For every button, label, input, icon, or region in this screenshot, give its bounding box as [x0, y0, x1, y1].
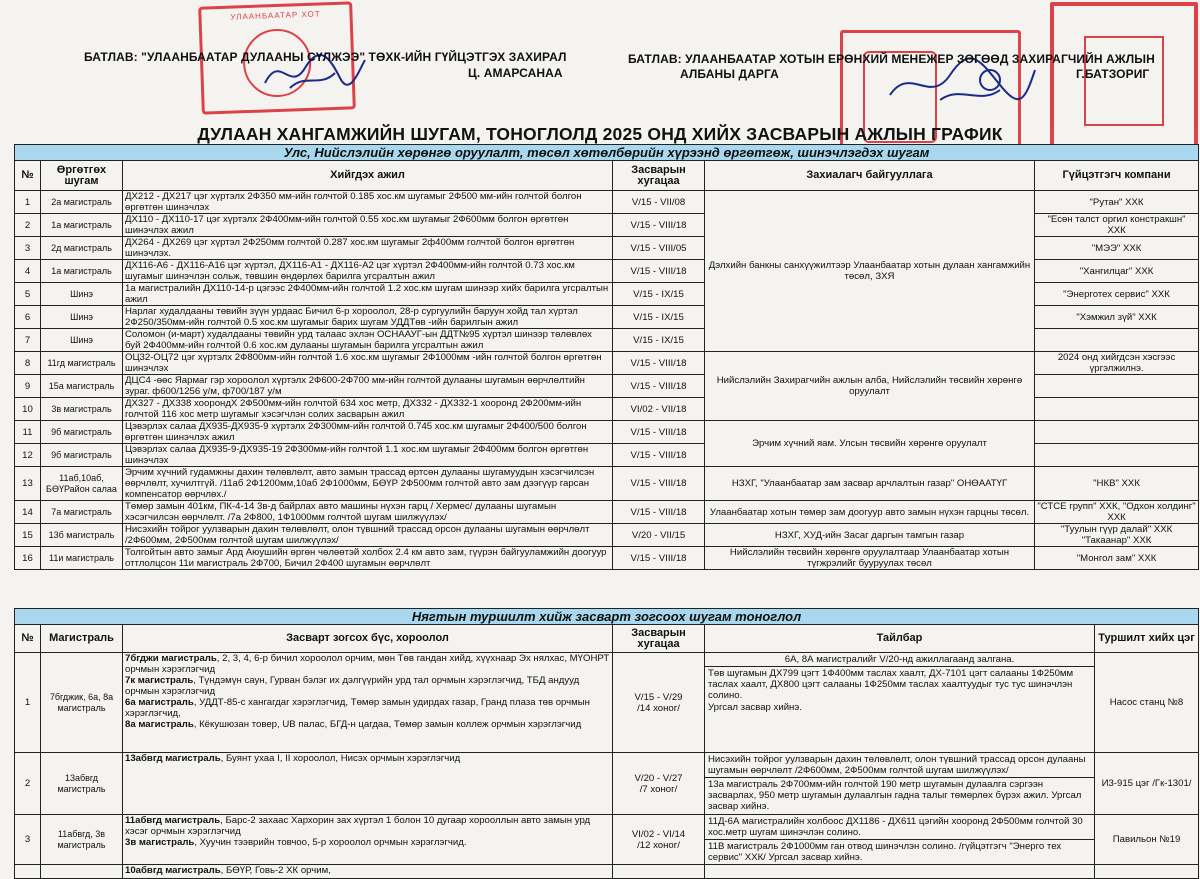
- repair-period: V/15 - VIII/18: [613, 421, 705, 444]
- approval-right-label2-wrap: [680, 67, 779, 82]
- contractor-company: "Монгол зам" ХХК: [1035, 547, 1199, 570]
- zone-line: [125, 675, 610, 697]
- section2-banner: Нягтын туршилт хийж засварт зогсоох шугам тоноглол: [15, 609, 1199, 625]
- document-title: ДУЛААН ХАНГАМЖИЙН ШУГАМ, ТОНОГЛОЛД 2025 ОНД ХИЙХ ЗАСВАРЫН АЖЛЫН ГРАФИК: [197, 124, 1003, 144]
- approval-right-name-wrap: [1076, 67, 1149, 82]
- line-name: 11гд магистраль: [41, 352, 123, 375]
- repair-period: V/15 - VIII/18: [613, 444, 705, 467]
- zone-line: [125, 697, 610, 719]
- repair-period: V/15 - VIII/18: [613, 260, 705, 283]
- contractor-company: "СТСЕ групп" ХХК, "Одхон холдинг" ХХК: [1035, 501, 1199, 524]
- table-row: [15, 501, 1199, 524]
- header-client: Захиалагч байгууллага: [705, 161, 1035, 191]
- row-number: 7: [15, 329, 41, 352]
- zone-line: [125, 753, 610, 764]
- period-range: V/20 - V/27: [634, 772, 683, 784]
- header-test-point: Туршилт хийх цэг: [1095, 625, 1199, 653]
- work-description: ДХ264 - ДХ269 цэг хүртэл 2Ф250мм голчтой 0.287 хос.км шугамыг 2ф400мм голчтой болгон өргөтгөн шинэчлэх.: [123, 237, 613, 260]
- work-description: Соломон (и-март) худалдааны төвийн урд талаас эхлэн ОСНААУГ-ын ДДТ№95 хүртэл шинээр төлөвлөх буй 2Ф400мм-ийн голчтой 0.6 хос.км дулааны шугамын барилга угсралтын ажил: [123, 329, 613, 352]
- period-days: /12 хоног/: [637, 839, 680, 851]
- header-work: Хийгдэх ажил: [123, 161, 613, 191]
- header-no: №: [15, 161, 41, 191]
- zone-line: [125, 865, 610, 876]
- contractor-company: "Хангилцаг" ХХК: [1035, 260, 1199, 283]
- stop-zones: [123, 865, 613, 879]
- zone-line: [125, 815, 610, 837]
- repair-period: V/15 - IX/15: [613, 306, 705, 329]
- client-organization: Дэлхийн банкны санхүүжилтээр Улаанбаатар хотын дулаан хангамжийн төсөл, ЗХЯ: [705, 191, 1035, 352]
- zone-line-text: , Барс-2 захаас Хархорин зах хүртэл 1 болон 10 дугаар хорооллын авто замын урд хэсэг орчмын хэрэглэгчид: [125, 815, 591, 837]
- zone-line-text: , Кёкушюзан товер, UB палас, БГД-н цагдаа, Төмөр замын коллеж орчмын хэрэглэгчид: [193, 719, 582, 730]
- client-organization: Улаанбаатар хотын төмөр зам доогуур авто замын нүхэн гарцны төсөл.: [705, 501, 1035, 524]
- line-name: 3в магистраль: [41, 398, 123, 421]
- repair-period: [613, 865, 705, 879]
- approval-left-name: Ц. АМАРСАНАА: [468, 66, 563, 80]
- note-line: Нисэхийн тойрог уулзварын дахин төлөвлөлт, олон түвшний трассад орсон дулааны шугамын өөрчлөлт /2Ф600мм, 2Ф500мм голчтой шугам шилжүүлэх/: [705, 753, 1094, 778]
- work-description: ДХ116-А6 - ДХ116-А16 цэг хүртэл, ДХ116-А1 - ДХ116-А2 цэг хүртэл 2Ф400мм-ийн голчтой 0.73 хос.км шугамыг шинэчлэн сольж, төвшин өндөрлөх барилга угсралтын ажил: [123, 260, 613, 283]
- work-description: Нарлаг худалдааны төвийн зүүн урдаас Бичил 6-р хороолол, 28-р сургуулийн баруун хойд тал хүртэл 2Ф250/350мм-ийн голчтой 0.5 хос.км шугамыг барих шугам УДДТөв -ийн барилгын ажил: [123, 306, 613, 329]
- section2-banner-row: [15, 609, 1199, 625]
- header-zones: Засварт зогсох бүс, хороолол: [123, 625, 613, 653]
- note: [705, 815, 1095, 865]
- zone-line-title: 7к магистраль: [125, 675, 194, 686]
- stop-zones: [123, 815, 613, 865]
- repair-period: [613, 653, 705, 753]
- contractor-company: [1035, 329, 1199, 352]
- section1-header-row: [15, 161, 1199, 191]
- work-description: Нисэхийн тойрог уулзварын дахин төлөвлөлт, олон түвшний трассад орсон дулааны шугамын өөрчлөлт /2Ф600мм, 2Ф500мм голчтой шугам шилжүүлэх/: [123, 524, 613, 547]
- line-name: 11аб,10аб, БӨҮРайон салаа: [41, 467, 123, 501]
- approval-right-label: БАТЛАВ: УЛААНБААТАР ХОТЫН ЕРӨНХИЙ МЕНЕЖЕР ЗӨГӨӨД ЗАХИРАГЧИЙН АЖЛЫН: [628, 52, 1155, 66]
- zone-line-text: , 2, 3, 4, 6-р бичил хороолол орчим, мөн Төв гандан хийд, хүүхнаар Эх нялхас, МҮОНРТ орчмын хэрэглэгчид: [125, 653, 610, 675]
- zone-line-text: , Буянт ухаа I, II хороолол, Нисэх орчмын хэрэглэгчид: [220, 753, 461, 764]
- zone-line-text: , УДДТ-85-с хангагдаг хэрэглэгчид, Төмөр замын удирдах газар, Гранд плаза төв орчмын хэрэглэгчид,: [125, 697, 590, 719]
- period-days: /14 хоног/: [637, 702, 680, 714]
- zone-line-title: 7бгджи магистраль: [125, 653, 217, 664]
- repair-period: V/15 - IX/15: [613, 329, 705, 352]
- row-number: [15, 865, 41, 879]
- contractor-company: [1035, 444, 1199, 467]
- work-description: Төмөр замын 401км, ПК-4-14 3в-д байрлах авто машины нүхэн гарц / Хермес/ дулааны шугамын хэсэгчилсэн өөрчлөлт. /7а 2Ф800, 1Ф1000мм голчтой шугам шилжүүлэх/: [123, 501, 613, 524]
- test-point: [1095, 865, 1199, 879]
- contractor-company: "Энерготех сервис" ХХК: [1035, 283, 1199, 306]
- line-name: [41, 865, 123, 879]
- work-description: ОЦ32-ОЦ72 цэг хүртэлх 2Ф800мм-ийн голчтой 1.6 хос.км шугамыг 2Ф1000мм -ийн голчтой болгон өргөтгөн шинэчлэх: [123, 352, 613, 375]
- section2-table: [14, 608, 1199, 879]
- approval-right-name: Г.БАТЗОРИГ: [1076, 67, 1150, 81]
- table-row: [15, 191, 1199, 214]
- test-point: И3-915 цэг /Гк-1301/: [1095, 753, 1199, 815]
- note-line: 11В магистраль 2Ф1000мм ган отвод шинэчлэн солино. /гүйцэтгэгч "Энерго тех сервис" ХХК/ Ургсал засвар хийнэ.: [708, 841, 1062, 863]
- line-name: 1а магистраль: [41, 260, 123, 283]
- stop-zones: [123, 653, 613, 753]
- row-number: 6: [15, 306, 41, 329]
- zone-line-title: 11абвгд магистраль: [125, 815, 221, 826]
- line-name: 1а магистраль: [41, 214, 123, 237]
- note-line: Төв шугамын ДХ799 цэгт 1Ф400мм таслах хаалт, ДХ-7101 цэгт салааны 1Ф250мм таслах хаалт, ДХ800 цэгт салааны 1Ф250мм таслах хаалтуудыг тус тус шинэчлэн солино.: [708, 668, 1074, 701]
- header-period: Засварын хугацаа: [613, 625, 705, 653]
- header-contractor: Гүйцэтгэгч компани: [1035, 161, 1199, 191]
- approval-right: [628, 52, 1155, 67]
- table-row: [15, 524, 1199, 547]
- work-description: ДХ110 - ДХ110-17 цэг хүртэлх 2Ф400мм-ийн голчтой 0.55 хос.км шугамыг 2Ф600мм болгон өргөтгөн шинэчлэх ажил: [123, 214, 613, 237]
- table-row: [15, 865, 1199, 879]
- line-name: 9б магистраль: [41, 444, 123, 467]
- line-name: 11и магистраль: [41, 547, 123, 570]
- stamp-text: УЛААНБААТАР ХОТ: [230, 9, 321, 22]
- table-row: [15, 653, 1199, 753]
- repair-period: V/15 - VIII/18: [613, 501, 705, 524]
- header-line: Магистраль: [41, 625, 123, 653]
- contractor-company: "НКВ" ХХК: [1035, 467, 1199, 501]
- repair-period: [613, 753, 705, 815]
- line-name: Шинэ: [41, 283, 123, 306]
- section1-table: [14, 144, 1199, 570]
- work-description: Эрчим хүчний гудамжны дахин төлөвлөлт, авто замын трассад өртсөн дулааны шугамуудын хэсэгчилсэн өөрчлөлт, хучилтгүй. /11аб 2Ф1200мм,10аб 2Ф1000мм, БӨҮР 2Ф500мм голчтой авто зам дээгүүр гарсан компенсатор өөрчлөх./: [123, 467, 613, 501]
- zone-line: [125, 837, 610, 848]
- row-number: 9: [15, 375, 41, 398]
- line-name: Шинэ: [41, 329, 123, 352]
- repair-period: V/15 - VIII/18: [613, 375, 705, 398]
- zone-line-text: , Түндэмүн саун, Гурван бэлэг их дэлгүүрийн урд тал орчмын хэрэглэгчид, ТБД андууд орчмын хэрэглэгчид: [125, 675, 580, 697]
- client-organization: НЗХГ, "Улаанбаатар зам засвар арчлалтын газар" ОНӨААТҮГ: [705, 467, 1035, 501]
- repair-period: [613, 815, 705, 865]
- note-line: Ургсал засвар хийнэ.: [708, 702, 802, 713]
- note-line: 11Д-6А магистралийн холбоос ДХ1186 - ДХ611 цэгийн хооронд 2Ф500мм голчтой 30 хос.метр шугам шинэчлэн солино.: [705, 815, 1094, 840]
- line-name: 2а магистраль: [41, 191, 123, 214]
- work-description: ДХ327 - ДХ338 хоорондХ 2Ф500мм-ийн голчтой 634 хос метр, ДХ332 - ДХ332-1 хооронд 2Ф200мм-ийн голчтой 116 хос метр шугамыг хэсэгчлэн солих засварын ажил: [123, 398, 613, 421]
- line-name: 15а магистраль: [41, 375, 123, 398]
- contractor-company: "Туулын гүүр далай" ХХК "Такаанар" ХХК: [1035, 524, 1199, 547]
- zone-line-text: , БӨҮР, Говь-2 ХК орчим,: [220, 865, 331, 876]
- note: [705, 753, 1095, 815]
- zone-line-title: 3в магистраль: [125, 837, 195, 848]
- zone-line-title: 13абвгд магистраль: [125, 753, 221, 764]
- repair-period: V/15 - VII/08: [613, 191, 705, 214]
- repair-period: V/20 - VII/15: [613, 524, 705, 547]
- header-period: Засварын хугацаа: [613, 161, 705, 191]
- client-organization: НЗХГ, ХУД-ийн Засаг даргын тамгын газар: [705, 524, 1035, 547]
- note: [705, 653, 1095, 753]
- work-description: Цэвэрлэх салаа ДХ935-ДХ935-9 хүртэлх 2Ф300мм-ийн голчтой 0.745 хос.км шугамыг 2Ф400/500 болгон өргөтгөн шинэчлэх ажил: [123, 421, 613, 444]
- row-number: 10: [15, 398, 41, 421]
- period-range: VI/02 - VI/14: [631, 828, 686, 840]
- test-point: Насос станц №8: [1095, 653, 1199, 753]
- repair-period: V/15 - IX/15: [613, 283, 705, 306]
- contractor-company: "Рутан" ХХК: [1035, 191, 1199, 214]
- row-number: 4: [15, 260, 41, 283]
- row-number: 1: [15, 653, 41, 753]
- row-number: 3: [15, 815, 41, 865]
- row-number: 8: [15, 352, 41, 375]
- approval-right-label2: АЛБАНЫ ДАРГА: [680, 67, 779, 81]
- stop-zones: [123, 753, 613, 815]
- row-number: 13: [15, 467, 41, 501]
- row-number: 2: [15, 753, 41, 815]
- approval-left: [84, 50, 567, 65]
- section1-banner-row: [15, 145, 1199, 161]
- work-description: 1а магистралийн ДХ110-14-р цэгээс 2Ф400мм-ийн голчтой 1.2 хос.км шугам шинээр хийх барилга угсралтын ажил: [123, 283, 613, 306]
- section1-banner: Улс, Нийслэлийн хөрөнгө оруулалт, төсөл хөтөлбөрийн хүрээнд өргөтгөж, шинэчлэгдэх шугам: [15, 145, 1199, 161]
- zone-line-title: 10абвгд магистраль: [125, 865, 221, 876]
- contractor-company: [1035, 398, 1199, 421]
- row-number: 12: [15, 444, 41, 467]
- repair-period: V/15 - VIII/05: [613, 237, 705, 260]
- row-number: 3: [15, 237, 41, 260]
- line-name: 11абвгд, 3в магистраль: [41, 815, 123, 865]
- zone-line-text: , Хуучин тээврийн товчоо, 5-р хороолол орчмын хэрэглэгчид.: [194, 837, 467, 848]
- zone-line: [125, 719, 610, 730]
- contractor-company: "Есөн талст оргил констракшн" ХХК: [1035, 214, 1199, 237]
- client-organization: Нийслэлийн төсвийн хөрөнгө оруулалтаар Улаанбаатар хотын түгжрэлийг бууруулах төсөл: [705, 547, 1035, 570]
- contractor-company: "МЭЭ" ХХК: [1035, 237, 1199, 260]
- repair-period: V/15 - VIII/18: [613, 214, 705, 237]
- row-number: 11: [15, 421, 41, 444]
- work-description: Цэвэрлэх салаа ДХ935-9-ДХ935-19 2Ф300мм-ийн голчтой 1.1 хос.км шугамыг 2Ф400мм болгон өргөтгөн шинэчлэх: [123, 444, 613, 467]
- zone-line-title: 8а магистраль: [125, 719, 194, 730]
- repair-period: VI/02 - VII/18: [613, 398, 705, 421]
- line-name: 9б магистраль: [41, 421, 123, 444]
- table-row: [15, 547, 1199, 570]
- row-number: 5: [15, 283, 41, 306]
- zone-line-title: 6а магистраль: [125, 697, 194, 708]
- work-description: ДХ212 - ДХ217 цэг хүртэлх 2Ф350 мм-ийн голчтой 0.185 хос.км шугамыг 2Ф500 мм-ийн голчтой болгон өргөтгөн шинэчлэх: [123, 191, 613, 214]
- work-description: Толгойтын авто замыг Ард Аюушийн өргөн чөлөөтэй холбох 2.4 км авто зам, гүүрэн байгууламжийн доогуур оттлолцсон 11и магистраль 2Ф700, Бичил 2Ф400 шугамын өөрчлөлт: [123, 547, 613, 570]
- line-name: 7бгджик, 6а, 8а магистраль: [41, 653, 123, 753]
- repair-period: V/15 - VIII/18: [613, 547, 705, 570]
- table-row: [15, 753, 1199, 815]
- header-note: Тайлбар: [705, 625, 1095, 653]
- zone-line: [125, 653, 610, 675]
- note-line: 6А, 8А магистралийг V/20-нд ажиллагаанд залгана.: [705, 653, 1094, 667]
- repair-period: V/15 - VIII/18: [613, 467, 705, 501]
- contractor-company: [1035, 421, 1199, 444]
- table-row: [15, 815, 1199, 865]
- contractor-company: 2024 онд хийгдсэн хэсгээс үргэлжилнэ.: [1035, 352, 1199, 375]
- note-line: 13а магистраль 2Ф700мм-ийн голчтой 190 метр шугамын дулаалга сэргээн засварлах, 950 метр шугамын дулаалгын гадна талыг төмөрлөх бүрэх ажил. Ургсал засвар хийнэ.: [708, 779, 1082, 812]
- table-row: [15, 467, 1199, 501]
- period-days: /7 хоног/: [639, 783, 678, 795]
- repair-period: V/15 - VIII/18: [613, 352, 705, 375]
- client-organization: Нийслэлийн Захирагчийн ажлын алба, Нийслэлийн төсвийн хөрөнгө оруулалт: [705, 352, 1035, 421]
- work-description: ДЦС4 -өөс Яармаг гэр хороолол хүртэлх 2Ф600-2Ф700 мм-ийн голчтой дулааны шугамын өөрчлөлтийн зураг. ф600/1256 у/м, ф700/187 у/м: [123, 375, 613, 398]
- row-number: 16: [15, 547, 41, 570]
- line-name: 13б магистраль: [41, 524, 123, 547]
- table-row: [15, 352, 1199, 375]
- table-row: [15, 421, 1199, 444]
- section2-header-row: [15, 625, 1199, 653]
- row-number: 15: [15, 524, 41, 547]
- period-range: V/15 - V/29: [634, 691, 683, 703]
- approval-left-label: БАТЛАВ: "УЛААНБААТАР ДУЛААНЫ СҮЛЖЭЭ" ТӨХК-ИЙН ГҮЙЦЭТГЭХ ЗАХИРАЛ: [84, 50, 567, 64]
- row-number: 1: [15, 191, 41, 214]
- note: [705, 865, 1095, 879]
- line-name: 2д магистраль: [41, 237, 123, 260]
- header-no: №: [15, 625, 41, 653]
- row-number: 14: [15, 501, 41, 524]
- line-name: 7а магистраль: [41, 501, 123, 524]
- line-name: Шинэ: [41, 306, 123, 329]
- line-name: 13абвгд магистраль: [41, 753, 123, 815]
- row-number: 2: [15, 214, 41, 237]
- header-line: Өргөтгөх шугам: [41, 161, 123, 191]
- approval-left-name-wrap: [468, 66, 563, 81]
- test-point: Павильон №19: [1095, 815, 1199, 865]
- contractor-company: "Хэмжил зүй" ХХК: [1035, 306, 1199, 329]
- contractor-company: [1035, 375, 1199, 398]
- client-organization: Эрчим хүчний яам. Улсын төсвийн хөрөнгө оруулалт: [705, 421, 1035, 467]
